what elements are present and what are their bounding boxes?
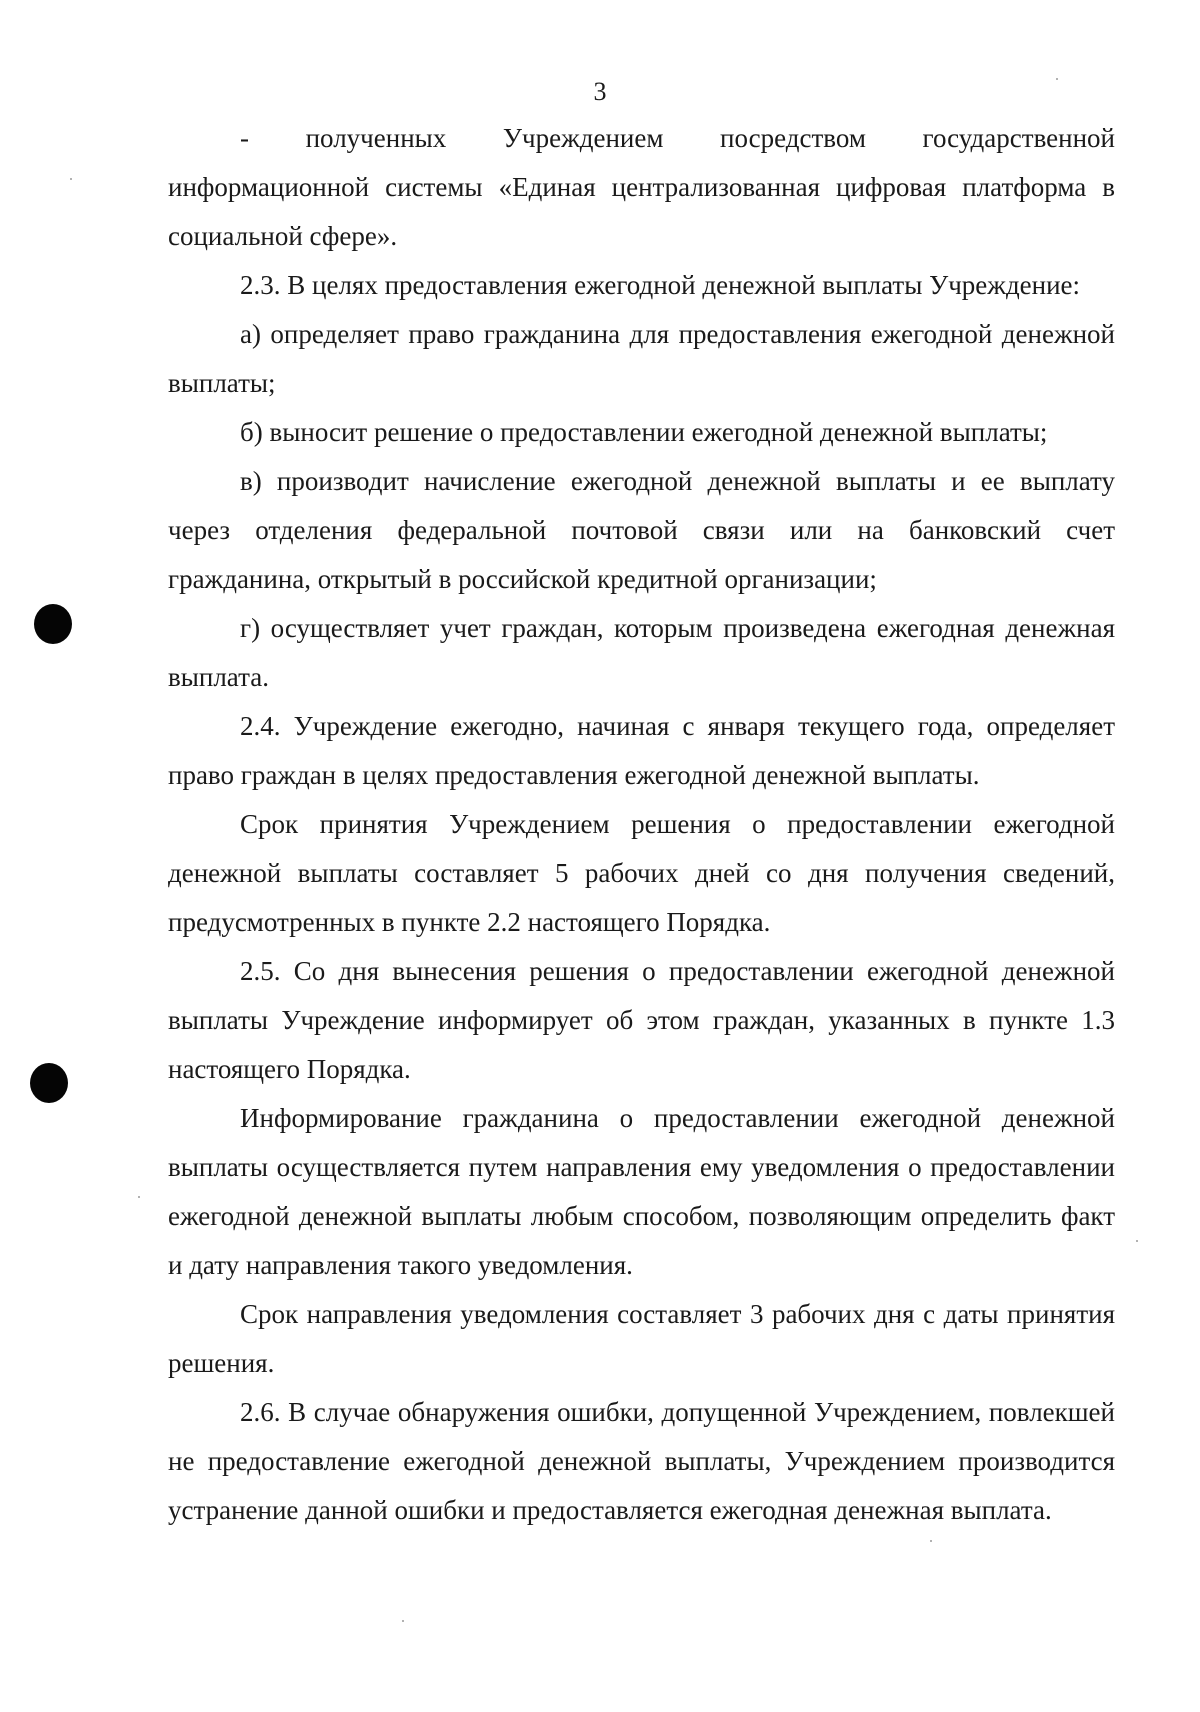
scan-speck — [138, 1196, 140, 1198]
paragraph-item-b: б) выносит решение о предоставлении ежегодной денежной выплаты; — [240, 417, 1048, 447]
paragraph-notification-method: Информирование гражданина о предоставлении ежегодной денежной выплаты осуществляется путем направления ему уведомления о предоставлении ежегодной денежной выплаты любым способом, позволяющим определить факт и дату направления такого уведомления. — [168, 1103, 1115, 1280]
scan-speck — [1136, 1240, 1138, 1242]
punch-hole-icon — [30, 1063, 68, 1103]
scan-speck — [930, 1540, 932, 1542]
paragraph-item-a: а) определяет право гражданина для предоставления ежегодной денежной выплаты; — [168, 319, 1115, 398]
punch-hole-icon — [34, 604, 72, 644]
document-body — [168, 114, 1115, 1535]
page-number: 3 — [593, 77, 607, 106]
scan-speck — [70, 178, 72, 180]
paragraph-notification-deadline: Срок направления уведомления составляет 3 рабочих дня с даты принятия решения. — [168, 1299, 1115, 1378]
paragraph-decision-deadline: Срок принятия Учреждением решения о предоставлении ежегодной денежной выплаты составляет 5 рабочих дней со дня получения сведений, предусмотренных в пункте 2.2 настоящего Порядка. — [168, 809, 1115, 937]
paragraph-item-g: г) осуществляет учет граждан, которым произведена ежегодная денежная выплата. — [168, 613, 1115, 692]
paragraph-section-2-5: 2.5. Со дня вынесения решения о предоставлении ежегодной денежной выплаты Учреждение информирует об этом граждан, указанных в пункте 1.3 настоящего Порядка. — [168, 956, 1115, 1084]
paragraph-section-2-3: 2.3. В целях предоставления ежегодной денежной выплаты Учреждение: — [240, 270, 1081, 300]
paragraph-section-2-6: 2.6. В случае обнаружения ошибки, допущенной Учреждением, повлекшей не предоставление ежегодной денежной выплаты, Учреждением производится устранение данной ошибки и предоставляется ежегодная денежная выплата. — [168, 1397, 1115, 1525]
paragraph-item-v: в) производит начисление ежегодной денежной выплаты и ее выплату через отделения федеральной почтовой связи или на банковский счет гражданина, открытый в российской кредитной организации; — [168, 466, 1115, 594]
scan-speck — [402, 1620, 404, 1622]
paragraph-list-item-platform: - полученных Учреждением посредством государственной информационной системы «Единая централизованная цифровая платформа в социальной сфере». — [168, 123, 1115, 251]
paragraph-section-2-4: 2.4. Учреждение ежегодно, начиная с января текущего года, определяет право граждан в целях предоставления ежегодной денежной выплаты. — [168, 711, 1115, 790]
scan-speck — [1056, 78, 1058, 80]
